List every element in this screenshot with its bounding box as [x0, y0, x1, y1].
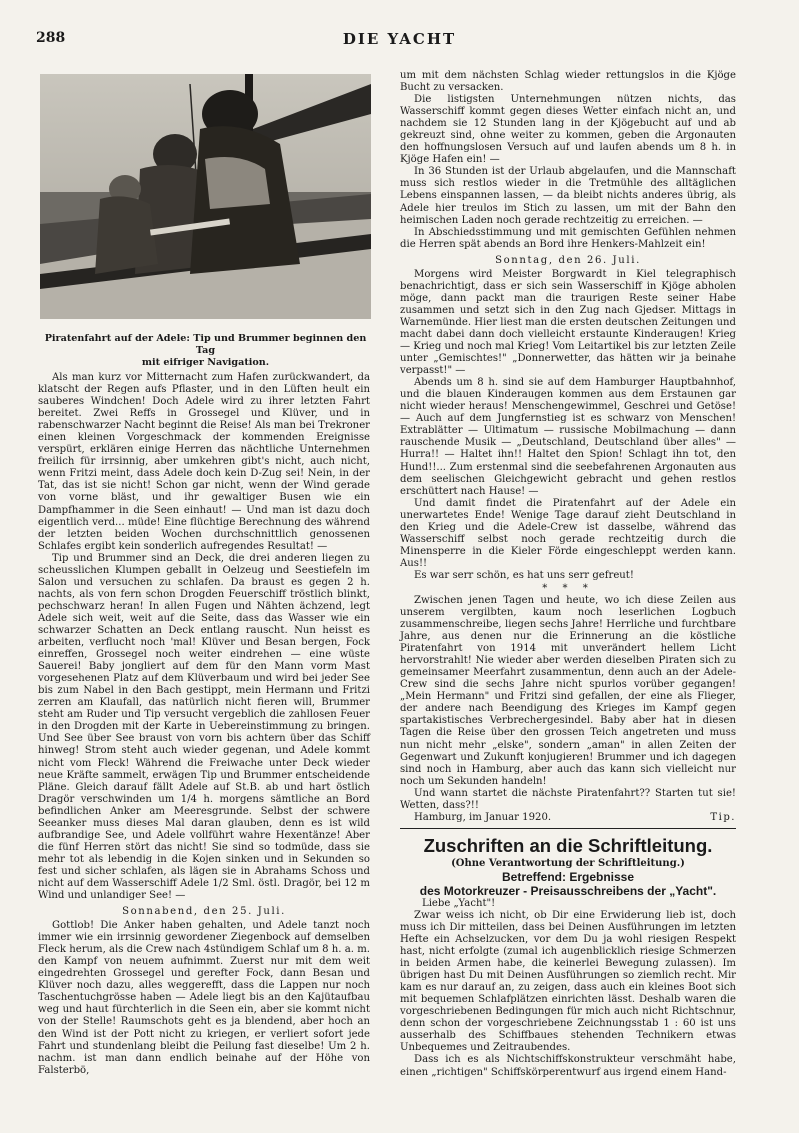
- paragraph: In Abschiedsstimmung und mit gemischten Gefühlen nehmen die Herren spät abends an Bord ihre Henkers-Mahlzeit ein!: [400, 226, 736, 250]
- signature-place-date: Hamburg, im Januar 1920.: [414, 811, 552, 823]
- paragraph: Gottlob! Die Anker haben gehalten, und Adele tanzt noch immer wie ein irrsinnig gewordener Ziegenbock auf demselben Fleck herum, als die Crew nach 4stündigem Schlaf um 8 h. a. m. den Kampf von neuem aufnimmt. Zuerst nur mit dem weit eingedrehten Grossegel und gerefter Fock, dann Besan und Klüver noch dazu, alles weggerefft, dass die Lappen nur noch Taschentuchgrösse haben — Adele liegt bis an den Kajütaufbau weg und haut fürchterlich in die Seen ein, aber sie kommt nicht von der Stelle! Raumschots geht es ja blendend, aber hoch an den Wind ist der Pott nicht zu kriegen, er verliert sofort jede Fahrt und stundenlang bleibt die Peilung fast dieselbe! Um 2 h. nachm. ist man dann endlich beinahe auf der Höhe von Falsterbö,: [38, 920, 370, 1076]
- photo-sailors-navigating: [40, 74, 371, 319]
- signature-line: [400, 812, 736, 824]
- paragraph: Die listigsten Unternehmungen nützen nichts, das Wasserschiff kommt gegen dieses Wetter einfach nicht an, und nachdem sie 12 Stunden lang in der Kjögebucht auf und ab gekreuzt sind, ohne weiter zu kommen, geben die Argonauten den hoffnungslosen Versuch auf und laufen abends um 8 h. in Kjöge Hafen ein! —: [400, 94, 736, 166]
- section-heading: Zuschriften an die Schriftleitung.: [423, 834, 713, 856]
- paragraph: Morgens wird Meister Borgwardt in Kiel telegraphisch benachrichtigt, dass er sich sein Wasserschiff in Kjöge abholen möge, dann packt man die traurigen Reste seiner Habe zusammen und setzt sich in den Zug nach Gjedser. Mittags in Warnemünde. Hier liest man die ersten deutschen Zeitungen und macht dabei dann doch vielleicht erstaunte Kinderaugen! Krieg — Krieg und noch mal Krieg! Vom Leitartikel bis zur letzten Zeile unter „Gemischtes!" „Donnerwetter, das hätten wir ja beinahe verpasst!" —: [400, 268, 736, 377]
- paragraph: Es war serr schön, es hat uns serr gefreut!: [414, 569, 634, 581]
- paragraph: Als man kurz vor Mitternacht zum Hafen zurückwandert, da klatscht der Regen aufs Pflaster, und in den Lüften heult ein sauberes Windchen! Doch Adele wird zu ihrer letzten Fahrt bereitet. Zwei Reffs in Grossegel und Klüver, und in rabenschwarzer Nacht beginnt die Reise! Als man bei Trekroner einen kleinen Vorgeschmack der kommenden Ereignisse verspürt, erklären einige Herren das nächtliche Unternehmen freilich für irrsinnig, aber umkehren gibt's nicht, auch nicht, wenn Fritzi meint, dass Adele doch kein D-Zug sei! Nein, in der Tat, das ist sie nicht! Schon gar nicht, wenn der Wind gerade von vorne bläst, und ihr gewaltiger Busen wie ein Dampfhammer in die Seen einhaut! — Und man ist dazu doch eigentlich verd... müde! Eine flüchtige Berechnung des während der letzten beiden Wochen durchschnittlich genossenen Schlafes ergibt kein sonderlich aufregendes Resultat! —: [38, 372, 370, 552]
- section-subheading: (Ohne Verantwortung der Schriftleitung.): [451, 857, 685, 869]
- section-rule: [400, 828, 736, 829]
- paragraph: Und damit findet die Piratenfahrt auf der Adele ein unerwartetes Ende! Wenige Tage darauf zieht Deutschland in den Krieg und die Adele-Crew ist dasselbe, während das Wasserschiff selbst noch gerade rechtzeitig durch die Minensperre in die Kieler Förde eingeschleppt werden kann. Aus!!: [400, 497, 736, 569]
- paragraph: In 36 Stunden ist der Urlaub abgelaufen, und die Mannschaft muss sich restlos wieder in die Tretmühle des alltäglichen Lebens einspannen lassen, — da bleibt nichts anderes übrig, als Adele hier treulos im Stich zu lassen, um mit der Bahn den heimischen Laden noch gerade rechtzeitig zu erreichen. —: [400, 166, 736, 226]
- caption-line-2: mit eifriger Navigation.: [141, 357, 270, 368]
- paragraph: Dass ich es als Nichtschiffskonstrukteur verschmäht habe, einen „richtigen" Schiffskörperentwurf aus irgend einem Hand-: [400, 1054, 736, 1078]
- page-number: 288: [36, 30, 66, 46]
- caption-line-1: Piratenfahrt auf der Adele: Tip und Brummer beginnen den Tag: [44, 333, 367, 356]
- running-head: DIE YACHT: [342, 30, 457, 48]
- paragraph: Und wann startet die nächste Piratenfahrt?? Starten tut sie! Wetten, dass?!!: [400, 787, 736, 811]
- paragraph: Zwischen jenen Tagen und heute, wo ich diese Zeilen aus unserem vergilbten, kaum noch leserlichen Logbuch zusammenschreibe, liegen sechs Jahre! Herrliche und furchtbare Jahre, aus denen nur die Erinnerung an die köstliche Piratenfahrt von 1914 mit unverändert hellem Licht hervorstrahlt! Nie wieder aber werden dieselben Piraten sich zu gemeinsamer Meerfahrt zusammentun, denn auch an der Adele-Crew sind die sechs Jahre nicht spurlos vorüber gegangen! „Mein Hermann" und Fritzi sind gefallen, der eine als Flieger, der andere nach Beendigung des Krieges im Kampf gegen spartakistisches Verbrechergesindel. Baby aber hat in diesen Tagen die Reise über den grossen Teich angetreten und muss nun nicht mehr „elske", sondern „aman" in allen Zeiten der Gegenwart und Zukunft konjugieren! Brummer und ich dagegen sind noch in Hamburg, aber auch das kann sich vielleicht nur noch um Sekunden handeln!: [400, 594, 736, 787]
- photo-image: [40, 74, 371, 319]
- salutation: Liebe „Yacht"!: [422, 897, 496, 909]
- paragraph: Abends um 8 h. sind sie auf dem Hamburger Hauptbahnhof, und die blauen Kinderaugen kommen aus dem Erstaunen gar nicht wieder heraus! Menschengewimmel, Geschrei und Getöse! — Auch auf dem Jungfernstieg ist es schwarz von Menschen! Extrablätter — Ultimatum — russische Mobilmachung — dann rauschende Musik — „Deutschland, Deutschland über alles" — Hurra!! — Haltet ihn!! Haltet den Spion! Schlagt ihn tot, den Hund!!... Zum erstenmal sind die seebefahrenen Argonauten aus dem seelischen Gleichgewicht gebracht und gehen restlos erschüttert nach Hause! —: [400, 377, 736, 497]
- paragraph: Tip und Brummer sind an Deck, die drei anderen liegen zu scheusslichen Klumpen geballt in Oelzeug und Seestiefeln im Salon und versuchen zu schlafen. Da braust es gegen 2 h. nachts, als von fern schon Drogden Feuerschiff tröstlich blinkt, pechschwarz heran! In allen Fugen und Nähten ächzend, legt Adele sich weit, weit auf die Seite, dass das Wasser wie ein schwarzer Schatten an Deck entlang rauscht. Nun heisst es arbeiten, verflucht noch 'mal! Klüver und Besan bergen, Fock einreffen, Grossegel noch weiter eindrehen — eine wüste Sauerei! Baby jongliert auf dem für den Mann vorm Mast vorgesehenen Platz auf dem Klüverbaum und wird bei jeder See bis zum Nabel in den Bach gestippt, mein Hermann und Fritzi zerren am Klaufall, das natürlich nicht fieren will, Brummer steht am Ruder und Tip versucht vergeblich die zahllosen Feuer in den Drogden mit der Karte in Uebereinstimmung zu bringen. Und See über See braust von vorn bis achtern über das Schiff hinweg! Strom steht auch wieder gegenan, und Adele kommt nicht vom Fleck! Während die Freiwache unter Deck wieder neue Kräfte sammelt, erwägen Tip und Brummer entscheidende Pläne. Gleich darauf fällt Adele auf St.B. ab und hart östlich Dragör verschwinden um 1/4 h. morgens sämtliche an Bord befindlichen Anker am Meeresgrunde. Selbst der schwere Seeanker muss dieses Mal daran glauben, denn es ist wild aufbrandige See, und Adele vollführt wahre Hexentänze! Aber die fünf Herren stört das nicht! Sie sind so todmüde, dass sie mehr tot als lebendig in die Kojen sinken und in Sekunden so fest und sicher schlafen, als lägen sie in Abrahams Schoss und nicht auf dem Wasserschiff Adele 1/2 Sml. östl. Dragör, bei 12 m Wind und unlandiger See! —: [38, 552, 370, 902]
- paragraph: um mit dem nächsten Schlag wieder rettungslos in die Kjöge Bucht zu versacken.: [400, 70, 736, 94]
- signature-name: Tip.: [710, 811, 736, 823]
- dateline: Sonnabend, den 25. Juli.: [122, 906, 286, 918]
- section-separator: * * *: [542, 582, 594, 594]
- left-column: [38, 372, 370, 1077]
- photo-caption: [40, 333, 371, 369]
- right-column: [400, 70, 736, 1079]
- letter-subject-1: Betreffend: Ergebnisse: [501, 869, 635, 884]
- letter-subject-2: des Motorkreuzer - Preisausschreibens der „Yacht".: [419, 883, 717, 898]
- dateline: Sonntag, den 26. Juli.: [495, 254, 641, 266]
- paragraph: Zwar weiss ich nicht, ob Dir eine Erwiderung lieb ist, doch muss ich Dir mitteilen, dass bei Deinen Ausführungen im letzten Hefte ein Achselzucken, vor dem Du ja wohl riesigen Respekt hast, nicht erfolgte (zumal ich augenblicklich riesige Schmerzen in beiden Armen habe, die keinerlei Bewegung zulassen). Im übrigen hast Du mit Deinen Ausführungen so ziemlich recht. Mir kam es nur darauf an, zu zeigen, dass auch ein kleines Boot sich mit bequemen Schlafplätzen einrichten lässt. Deshalb waren die vorgeschriebenen Bedingungen für mich auch nicht Richtschnur, denn schon der vorgeschriebene Zeichnungsstab 1 : 60 ist uns ausserhalb des Schiffbaues stehenden Technikern etwas Unbequemes und Zeitraubendes.: [400, 909, 736, 1054]
